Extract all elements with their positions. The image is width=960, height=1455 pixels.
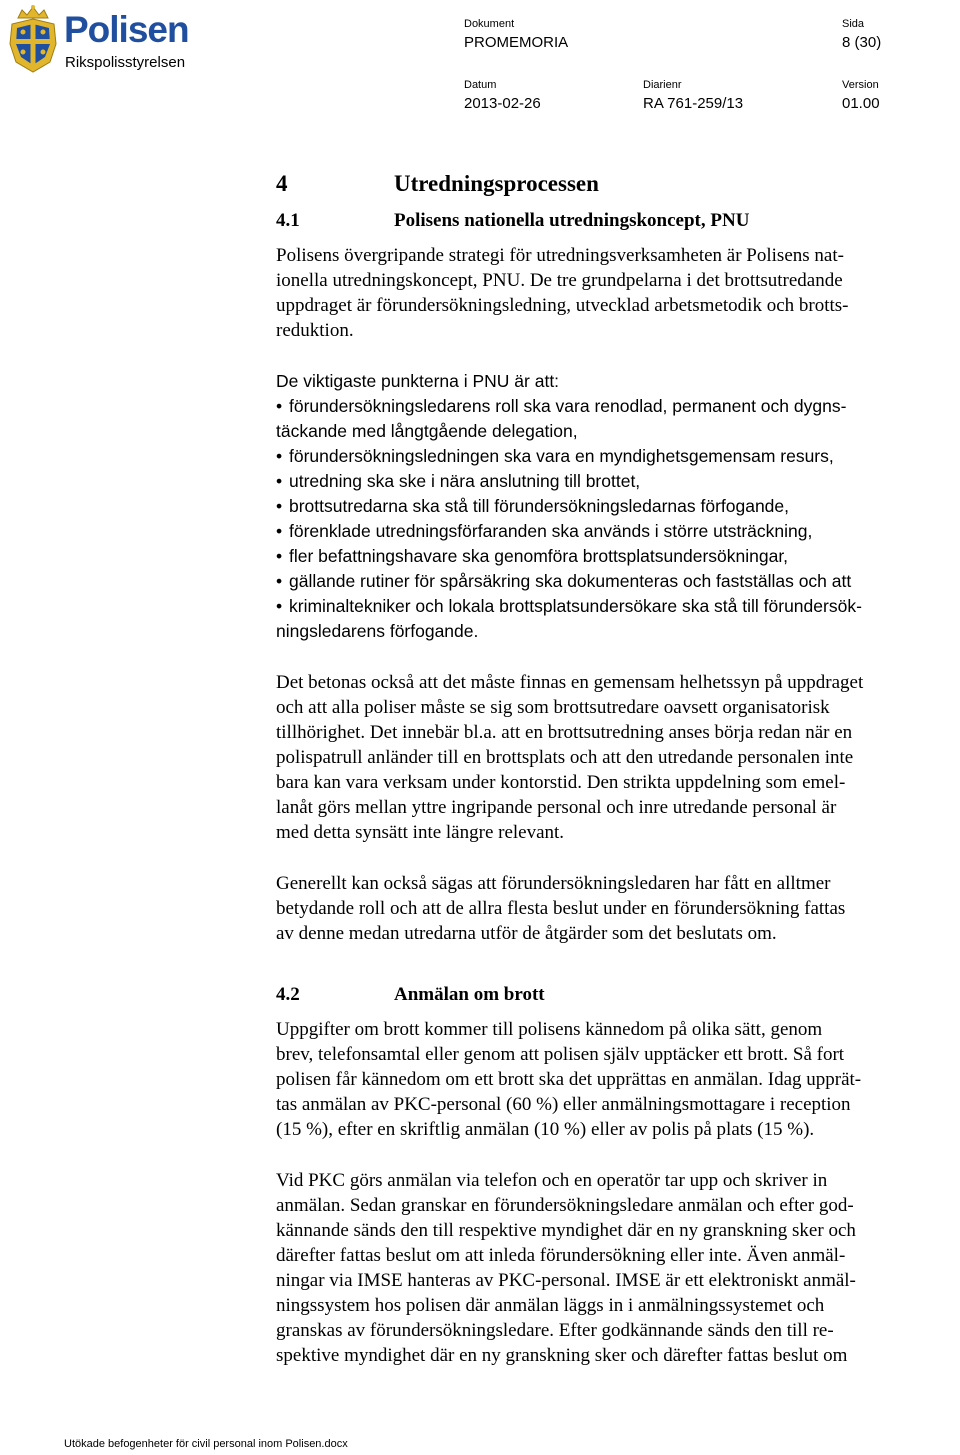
diarienr-label: Diarienr	[643, 79, 682, 91]
section-number: 4	[276, 171, 288, 196]
paragraph-pkc	[276, 1168, 956, 1368]
text-line: Polisens övergripande strategi för utredningsverksamheten är Polisens nat-	[276, 245, 844, 266]
bullet-icon: •	[276, 396, 283, 416]
text-line: ningar via IMSE hanteras av PKC-personal. IMSE är ett elektroniskt anmäl-	[276, 1270, 856, 1291]
text-line: betydande roll och att de allra flesta beslut under en förundersökning fattas	[276, 898, 846, 919]
police-crest-icon	[6, 4, 60, 74]
bullet-text: ningsledarens förfogande.	[276, 621, 479, 641]
text-line: spektive myndighet där en ny granskning sker och därefter fattas beslut om	[276, 1345, 848, 1366]
bullet-text: utredning ska ske i nära anslutning till brottet,	[289, 471, 641, 491]
paragraph-helhetssyn	[276, 670, 956, 845]
bullet-item	[276, 469, 956, 494]
brand-subtitle: Rikspolisstyrelsen	[65, 54, 186, 71]
document-label: Dokument	[464, 18, 515, 30]
page-label: Sida	[842, 18, 865, 30]
version-label: Version	[842, 79, 879, 91]
bullet-icon: •	[276, 471, 283, 491]
page-value: 8 (30)	[842, 34, 882, 51]
text-line: av denne medan utredarna utför de åtgärder som det beslutats om.	[276, 923, 777, 944]
text-line: och att alla poliser måste se sig som brottsutredare oavsett organisatorisk	[276, 697, 830, 718]
text-line: tillhörighet. Det innebär bl.a. att en brottsutredning anses börja redan när en	[276, 722, 853, 743]
text-line: bara kan vara verksam under kontorstid. Den strikta uppdelning som emel-	[276, 772, 846, 793]
brand-name: Polisen	[64, 9, 189, 50]
text-line: granskas av förundersökningsledare. Efter godkännande sänds den till re-	[276, 1320, 834, 1341]
bullet-item	[276, 594, 956, 619]
bullet-item	[276, 394, 956, 419]
polisen-logo	[6, 4, 206, 76]
text-line: ionella utredningskoncept, PNU. De tre grundpelarna i det brottsutredande	[276, 270, 843, 291]
section-number: 4.1	[276, 210, 300, 231]
text-line: uppdraget är förundersökningsledning, utvecklad arbetsmetodik och brotts-	[276, 295, 849, 316]
document-value: PROMEMORIA	[464, 34, 569, 51]
bullet-icon: •	[276, 571, 283, 591]
section-number: 4.2	[276, 984, 300, 1005]
bullet-text: brottsutredarna ska stå till förundersökningsledarnas förfogande,	[289, 496, 790, 516]
bullet-icon: •	[276, 521, 283, 541]
text-line: därefter fattas beslut om att inleda förundersökning eller inte. Även anmäl-	[276, 1245, 846, 1266]
bullet-item	[276, 519, 956, 544]
text-line: tas anmälan av PKC-personal (60 %) eller anmälningsmottagare i reception	[276, 1094, 851, 1115]
text-line: reduktion.	[276, 320, 354, 341]
paragraph-fu-ledare	[276, 871, 956, 946]
paragraph-uppgifter	[276, 1017, 956, 1142]
section-4-heading	[276, 170, 599, 198]
text-line: brev, telefonsamtal eller genom att polisen själv upptäcker ett brott. Så fort	[276, 1044, 845, 1065]
text-line: kännande sänds den till respektive myndighet där en ny granskning sker och	[276, 1220, 856, 1241]
date-label: Datum	[464, 79, 497, 91]
bullet-item	[276, 444, 956, 469]
section-4-1-heading	[276, 209, 749, 233]
bullet-item-continuation	[276, 619, 956, 644]
bullet-item	[276, 494, 956, 519]
bullet-icon: •	[276, 446, 283, 466]
bullet-item-continuation	[276, 419, 956, 444]
bullet-text: kriminaltekniker och lokala brottsplatsundersökare ska stå till förundersök-	[289, 596, 862, 616]
section-4-2-heading	[276, 983, 545, 1007]
text-line: anmälan. Sedan granskar en förundersökningsledare anmälan och efter god-	[276, 1195, 854, 1216]
text-line: lanåt görs mellan yttre ingripande personal och inre utredande personal är	[276, 797, 837, 818]
paragraph-pnu-intro	[276, 243, 956, 343]
text-line: Uppgifter om brott kommer till polisens kännedom på olika sätt, genom	[276, 1019, 823, 1040]
bullet-text: täckande med långtgående delegation,	[276, 421, 578, 441]
text-line: polispatrull anländer till en brottsplats och att den utredande personalen inte	[276, 747, 854, 768]
list-intro: De viktigaste punkterna i PNU är att:	[276, 371, 560, 391]
text-line: ningssystem hos polisen där anmälan läggs in i anmälningssystemet och	[276, 1295, 825, 1316]
text-line: Vid PKC görs anmälan via telefon och en operatör tar upp och skriver in	[276, 1170, 828, 1191]
text-line: Det betonas också att det måste finnas en gemensam helhetssyn på uppdraget	[276, 672, 864, 693]
section-title: Utredningsprocessen	[394, 171, 599, 196]
diarienr-value: RA 761-259/13	[643, 95, 744, 112]
text-line: med detta synsätt inte längre relevant.	[276, 822, 565, 843]
date-value: 2013-02-26	[464, 95, 541, 112]
footer-filename: Utökade befogenheter för civil personal inom Polisen.docx	[64, 1438, 348, 1450]
text-line: (15 %), efter en skriftlig anmälan (10 %) eller av polis på plats (15 %).	[276, 1119, 815, 1140]
pnu-key-points	[276, 369, 956, 644]
version-value: 01.00	[842, 95, 880, 112]
text-line: polisen får kännedom om ett brott ska det upprättas en anmälan. Idag upprät-	[276, 1069, 862, 1090]
section-title: Anmälan om brott	[394, 984, 545, 1005]
bullet-item	[276, 544, 956, 569]
bullet-icon: •	[276, 596, 283, 616]
section-title: Polisens nationella utredningskoncept, PNU	[394, 210, 750, 231]
bullet-text: gällande rutiner för spårsäkring ska dokumenteras och fastställas och att	[289, 571, 852, 591]
bullet-icon: •	[276, 496, 283, 516]
bullet-text: fler befattningshavare ska genomföra brottsplatsundersökningar,	[289, 546, 789, 566]
bullet-icon: •	[276, 546, 283, 566]
text-line: Generellt kan också sägas att förundersökningsledaren har fått en alltmer	[276, 873, 831, 894]
bullet-item	[276, 569, 956, 594]
bullet-text: förundersökningsledarens roll ska vara renodlad, permanent och dygns-	[289, 396, 847, 416]
bullet-list	[276, 394, 956, 644]
bullet-text: förenklade utredningsförfaranden ska används i större utsträckning,	[289, 521, 813, 541]
bullet-text: förundersökningsledningen ska vara en myndighetsgemensam resurs,	[289, 446, 834, 466]
